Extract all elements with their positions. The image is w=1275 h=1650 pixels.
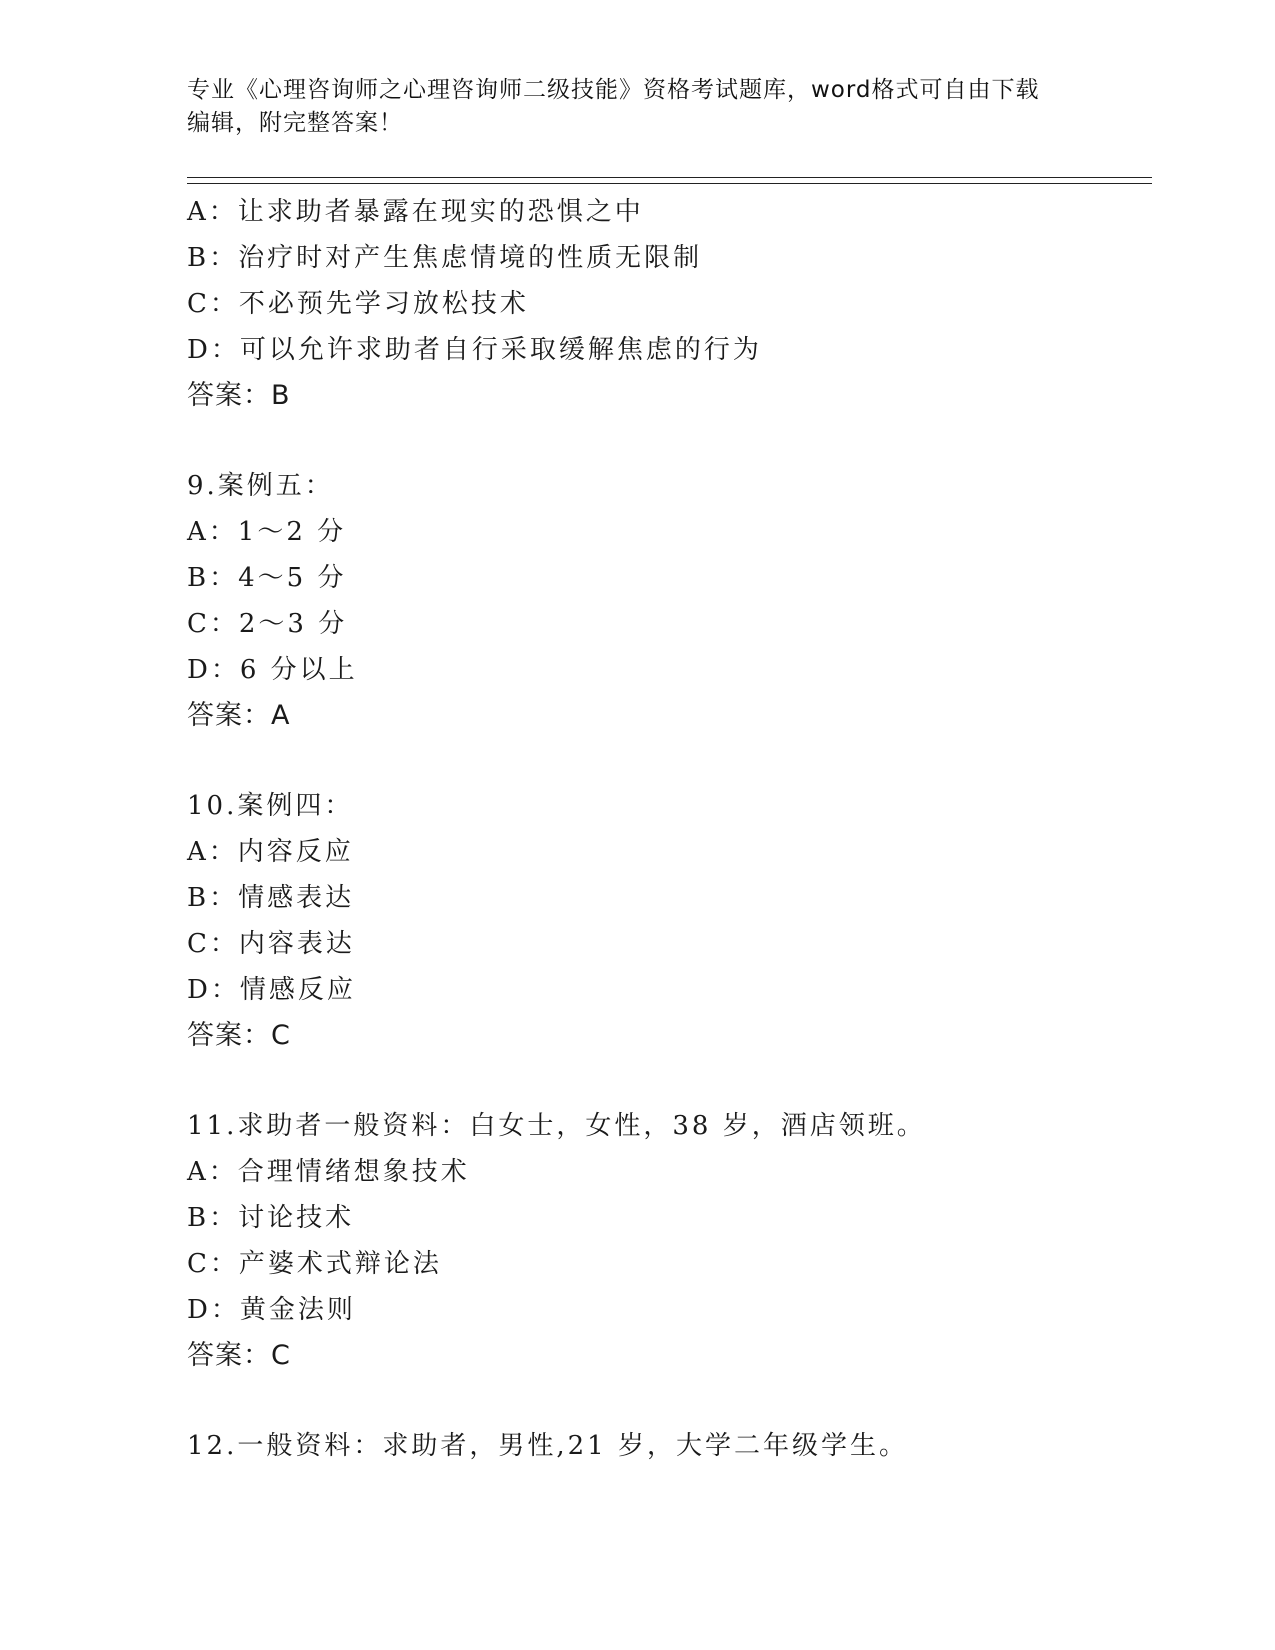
option-a: A：1～2 分 (187, 517, 347, 547)
option-b: B：情感表达 (187, 883, 355, 913)
question-spacer (187, 739, 1147, 783)
header-line-1: 专业《心理咨询师之心理咨询师二级技能》资格考试题库，word格式可自由下载 (187, 77, 1040, 103)
question-spacer (187, 419, 1147, 463)
option-a: A：合理情绪想象技术 (187, 1157, 470, 1187)
question-spacer (187, 1059, 1147, 1103)
question-stem: 12.一般资料：求助者，男性,21 岁，大学二年级学生。 (187, 1431, 908, 1461)
header-line-2: 编辑，附完整答案！ (187, 110, 403, 136)
option-b: B：4～5 分 (187, 563, 347, 593)
option-c: C：不必预先学习放松技术 (187, 289, 529, 319)
option-a: A：内容反应 (187, 837, 354, 867)
question-8 (187, 189, 1147, 419)
question-stem: 9.案例五： (187, 471, 334, 501)
option-d: D：6 分以上 (187, 655, 358, 685)
option-d: D：情感反应 (187, 975, 356, 1005)
header-divider-bottom (187, 183, 1152, 184)
question-stem: 11.求助者一般资料：白女士，女性，38 岁，酒店领班。 (187, 1111, 926, 1141)
answer-label: 答案：C (187, 1340, 291, 1371)
answer-label: 答案：C (187, 1020, 291, 1051)
document-header (187, 74, 1087, 140)
option-c: C：内容表达 (187, 929, 355, 959)
question-10 (187, 783, 1147, 1059)
question-12 (187, 1423, 1147, 1469)
question-11 (187, 1103, 1147, 1379)
question-spacer (187, 1379, 1147, 1423)
question-list (187, 189, 1147, 1469)
option-b: B：治疗时对产生焦虑情境的性质无限制 (187, 243, 703, 273)
option-d: D：可以允许求助者自行采取缓解焦虑的行为 (187, 335, 762, 365)
option-b: B：讨论技术 (187, 1203, 355, 1233)
option-c: C：产婆术式辩论法 (187, 1249, 442, 1279)
answer-label: 答案：A (187, 700, 291, 731)
answer-label: 答案：B (187, 380, 291, 411)
header-divider-top (187, 177, 1152, 178)
question-9 (187, 463, 1147, 739)
option-c: C：2～3 分 (187, 609, 348, 639)
question-stem: 10.案例四： (187, 791, 354, 821)
option-a: A：让求助者暴露在现实的恐惧之中 (187, 197, 644, 227)
option-d: D：黄金法则 (187, 1295, 356, 1325)
